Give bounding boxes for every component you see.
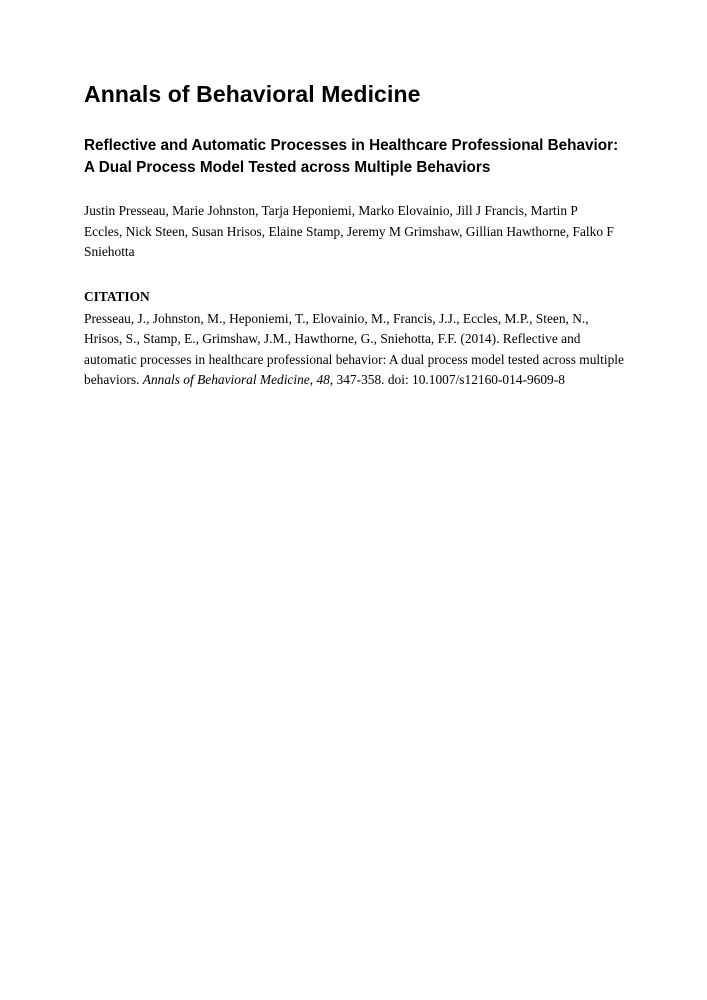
article-title: Reflective and Automatic Processes in Healthcare Professional Behavior: A Dual Process Model Tested across Multiple Behaviors xyxy=(84,136,619,176)
citation-part-2: , xyxy=(309,372,317,388)
citation-heading: CITATION xyxy=(84,288,150,304)
citation-journal-name: Annals of Behavioral Medicine xyxy=(142,372,310,388)
citation-text xyxy=(84,309,624,391)
document-content xyxy=(84,80,624,391)
citation-part-1: Presseau, J., Johnston, M., Heponiemi, T., Elovainio, M., Francis, J.J., Eccles, M.P., Steen, N., Hrisos, S., Stamp, E., Grimshaw, J.M., Hawthorne, G., Sniehotta, F.F. (2014). Reflective and automatic processes in healthcare professional behavior: A dual process model tested across multiple behaviors. xyxy=(84,310,624,388)
journal-title: Annals of Behavioral Medicine xyxy=(84,81,421,107)
author-list: Justin Presseau, Marie Johnston, Tarja Heponiemi, Marko Elovainio, Jill J Francis, Martin P Eccles, Nick Steen, Susan Hrisos, Elaine Stamp, Jeremy M Grimshaw, Gillian Hawthorne, Falko F Sniehotta xyxy=(84,203,614,260)
citation-part-3: , 347-358. doi: 10.1007/s12160-014-9609-8 xyxy=(329,372,565,388)
citation-volume: 48 xyxy=(316,372,330,388)
